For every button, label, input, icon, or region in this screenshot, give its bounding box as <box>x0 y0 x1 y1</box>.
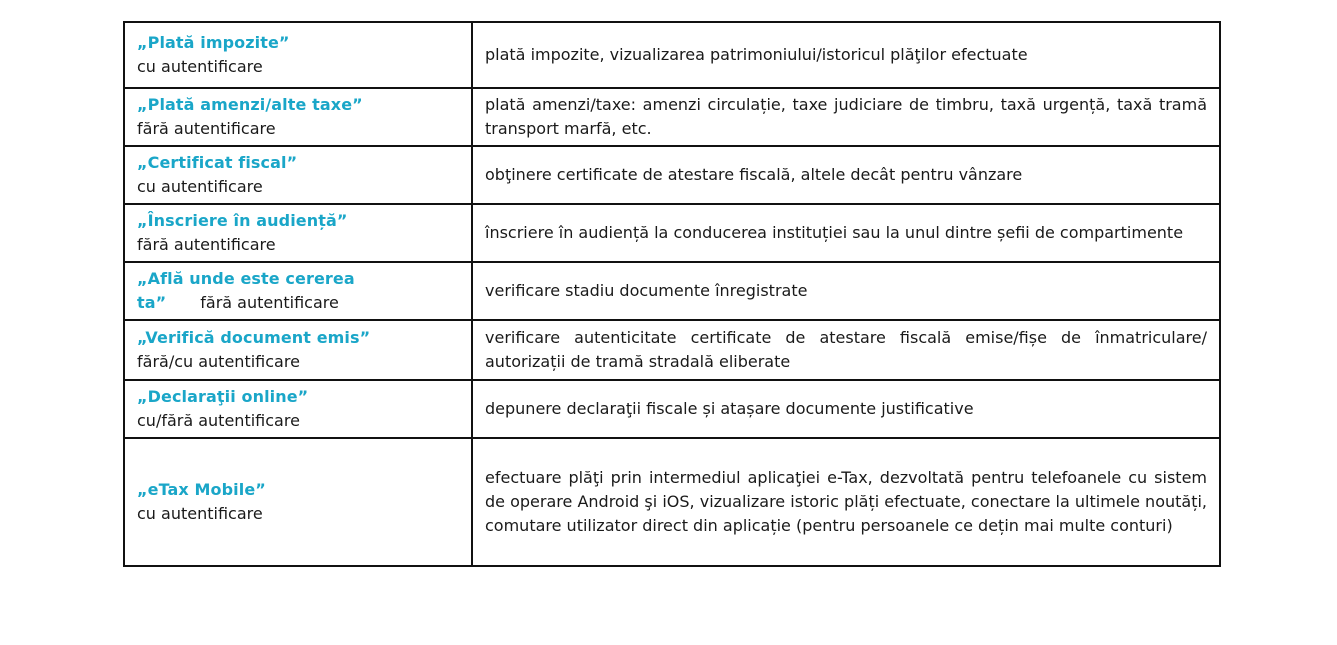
service-name: „Verifică document emis” <box>137 328 371 347</box>
service-auth: fără autentificare <box>137 235 276 254</box>
table-row <box>124 146 1220 204</box>
table-row <box>124 438 1220 566</box>
service-description: efectuare plăţi prin intermediul aplicaţiei e-Tax, dezvoltată pentru telefoanele cu sistem de operare Android şi iOS, vizualizare istoric plăți efectuate, conectare la ultimele noutăți, comutare utilizator direct din aplicație (pentru persoanele ce dețin mai multe conturi) <box>472 438 1220 566</box>
service-name-cell <box>124 438 472 566</box>
online-services-table <box>123 21 1221 567</box>
service-name: „Înscriere în audiență” <box>137 211 348 230</box>
service-name: „Declaraţii online” <box>137 387 309 406</box>
service-auth: fără/cu autentificare <box>137 352 300 371</box>
service-auth: cu autentificare <box>137 57 263 76</box>
service-name-cell <box>124 380 472 438</box>
table-row <box>124 380 1220 438</box>
service-name-cell <box>124 320 472 380</box>
service-description: plată amenzi/taxe: amenzi circulație, taxe judiciare de timbru, taxă urgență, taxă tramă transport marfă, etc. <box>472 88 1220 146</box>
service-name-cell <box>124 88 472 146</box>
service-auth: cu autentificare <box>137 504 263 523</box>
service-name-line2: ta” <box>137 293 167 312</box>
service-auth: cu autentificare <box>137 177 263 196</box>
service-name-cell <box>124 262 472 320</box>
service-name: „Plată impozite” <box>137 33 290 52</box>
service-description: verificare stadiu documente înregistrate <box>472 262 1220 320</box>
table-row <box>124 204 1220 262</box>
table-row <box>124 22 1220 88</box>
service-description: plată impozite, vizualizarea patrimoniului/istoricul plăţilor efectuate <box>472 22 1220 88</box>
service-auth: cu/fără autentificare <box>137 411 300 430</box>
service-name-cell <box>124 22 472 88</box>
service-description: obţinere certificate de atestare fiscală, altele decât pentru vânzare <box>472 146 1220 204</box>
service-name-line1: „Află unde este cererea <box>137 269 355 288</box>
service-description: depunere declaraţii fiscale și atașare documente justificative <box>472 380 1220 438</box>
service-name: „Certificat fiscal” <box>137 153 298 172</box>
service-auth: fără autentificare <box>200 293 339 312</box>
service-description: înscriere în audiență la conducerea instituției sau la unul dintre șefii de compartimente <box>472 204 1220 262</box>
service-name-cell <box>124 204 472 262</box>
service-name: „eTax Mobile” <box>137 480 266 499</box>
service-auth: fără autentificare <box>137 119 276 138</box>
service-name-line2-wrap <box>137 291 459 315</box>
table-row <box>124 320 1220 380</box>
service-description: verificare autenticitate certificate de atestare fiscală emise/fișe de înmatriculare/ autorizații de tramă stradală eliberate <box>472 320 1220 380</box>
table-row <box>124 88 1220 146</box>
service-name: „Plată amenzi/alte taxe” <box>137 95 363 114</box>
service-name-cell <box>124 146 472 204</box>
table-row <box>124 262 1220 320</box>
